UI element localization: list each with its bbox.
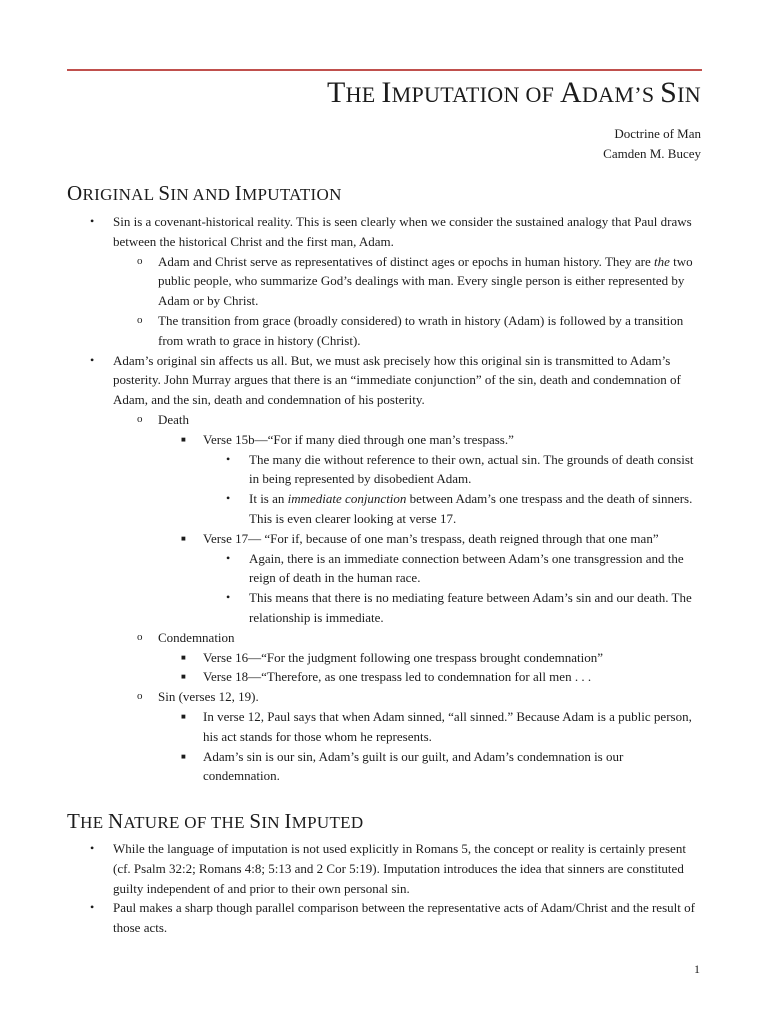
section-heading-original-sin: ORIGINAL SIN AND IMPUTATION bbox=[67, 181, 342, 205]
list-item: o The transition from grace (broadly considered) to wrath in history (Adam) is followed by a transition from wrath to grace in history (Christ). bbox=[137, 312, 684, 348]
bullet-square: ■ bbox=[181, 533, 186, 543]
list-item: ■ In verse 12, Paul says that when Adam sinned, “all sinned.” Because Adam is a public person, his act stands for those whom he represents. bbox=[181, 708, 692, 744]
bullet-circle: o bbox=[137, 313, 143, 326]
bullet-disc: • bbox=[226, 491, 231, 506]
bullet-disc: • bbox=[226, 590, 231, 605]
section-nature-of-sin-body bbox=[0, 839, 768, 938]
page-number: 1 bbox=[694, 962, 700, 976]
section-original-sin-body bbox=[0, 212, 768, 786]
bullet-circle: o bbox=[137, 412, 143, 425]
list-item: • Sin is a covenant-historical reality. This is seen clearly when we consider the sustained analogy that Paul draws between the historical Christ and the first man, Adam. bbox=[90, 214, 692, 249]
list-item: o Sin (verses 12, 19). bbox=[0, 687, 768, 707]
bullet-disc: • bbox=[90, 214, 95, 228]
bullet-square: ■ bbox=[181, 751, 186, 761]
bullet-circle: o bbox=[137, 254, 143, 267]
bullet-square: ■ bbox=[181, 652, 186, 662]
page-title: THE IMPUTATION OF ADAM’S SIN bbox=[326, 76, 701, 109]
list-item: • While the language of imputation is not used explicitly in Romans 5, the concept or reality is certainly present (cf. Psalm 32:2; Romans 4:8; 5:13 and 2 Cor 5:19). Imputation introduces the idea that sinners are constituted guilty independent of and prior to their own personal sin. bbox=[90, 841, 686, 896]
list-item: • It is an immediate conjunction between Adam’s one trespass and the death of sinners. This is even clearer looking at verse 17. bbox=[226, 491, 693, 526]
author-name: Camden M. Bucey bbox=[603, 146, 701, 161]
header-rule bbox=[67, 69, 702, 71]
bullet-disc: • bbox=[90, 900, 95, 915]
bullet-circle: o bbox=[137, 690, 143, 703]
bullet-circle: o bbox=[137, 630, 143, 643]
bullet-disc: • bbox=[226, 451, 231, 466]
list-item: ■ Adam’s sin is our sin, Adam’s guilt is our guilt, and Adam’s condemnation is our condemnation. bbox=[181, 748, 624, 784]
list-item: o Death bbox=[0, 410, 768, 430]
list-item: o Adam and Christ serve as representatives of distinct ages or epochs in human history. They are the two public people, who summarize God’s dealings with man. Every single person is either represented by Adam or by Christ. bbox=[137, 253, 693, 309]
list-item: ■ Verse 15b—“For if many died through one man’s trespass.” bbox=[0, 430, 768, 450]
document-meta bbox=[603, 124, 701, 164]
bullet-disc: • bbox=[90, 841, 95, 855]
list-item: • Again, there is an immediate connection between Adam’s one transgression and the reign of death in the human race. bbox=[226, 550, 684, 586]
list-item: ■ Verse 18—“Therefore, as one trespass led to condemnation for all men . . . bbox=[0, 667, 768, 687]
bullet-square: ■ bbox=[181, 672, 186, 682]
bullet-square: ■ bbox=[181, 434, 186, 444]
list-item: ■ Verse 17— “For if, because of one man’s trespass, death reigned through that one man” bbox=[0, 529, 768, 549]
section-heading-nature-of-sin: THE NATURE OF THE SIN IMPUTED bbox=[67, 809, 364, 833]
list-item: o Condemnation bbox=[0, 628, 768, 648]
list-item: • This means that there is no mediating feature between Adam’s sin and our death. The relationship is immediate. bbox=[226, 590, 692, 625]
course-name: Doctrine of Man bbox=[614, 126, 701, 141]
list-item: • The many die without reference to their own, actual sin. The grounds of death consist in being represented by disobedient Adam. bbox=[226, 451, 694, 487]
list-item: • Paul makes a sharp though parallel comparison between the representative acts of Adam/Christ and the result of those acts. bbox=[90, 900, 695, 936]
bullet-disc: • bbox=[90, 352, 95, 367]
list-item: ■ Verse 16—“For the judgment following one trespass brought condemnation” bbox=[0, 648, 768, 668]
bullet-square: ■ bbox=[181, 711, 186, 721]
bullet-disc: • bbox=[226, 550, 231, 565]
list-item: • Adam’s original sin affects us all. But, we must ask precisely how this original sin is transmitted to Adam’s posterity. John Murray argues that there is an “immediate conjunction” of the sin, death and condemnation of Adam, and the sin, death and condemnation of his posterity. bbox=[90, 352, 681, 408]
